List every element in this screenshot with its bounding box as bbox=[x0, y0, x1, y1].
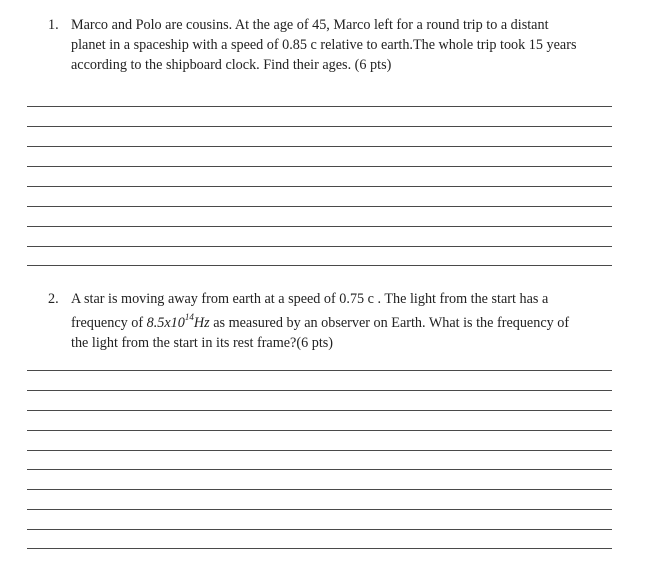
answer-line[interactable] bbox=[27, 469, 612, 470]
question-2-line: A star is moving away from earth at a speed of 0.75 c . The light from the start has a bbox=[71, 291, 549, 307]
frequency-suffix: as measured by an observer on Earth. What is the frequency of bbox=[209, 315, 570, 331]
question-1-text bbox=[71, 15, 614, 75]
answer-line[interactable] bbox=[27, 450, 612, 451]
question-1 bbox=[48, 15, 614, 75]
frequency-exponent: 14 bbox=[184, 312, 194, 323]
question-2-number: 2. bbox=[48, 291, 59, 307]
question-2-line: the light from the start in its rest frame?(6 pts) bbox=[71, 335, 334, 351]
frequency-prefix: frequency of bbox=[71, 315, 147, 331]
question-1-line: Marco and Polo are cousins. At the age of 45, Marco left for a round trip to a distant bbox=[71, 17, 549, 33]
answer-line[interactable] bbox=[27, 126, 612, 127]
answer-line[interactable] bbox=[27, 370, 612, 371]
frequency-unit: Hz bbox=[193, 315, 210, 331]
answer-line[interactable] bbox=[27, 265, 612, 266]
frequency-value bbox=[146, 312, 210, 331]
answer-line[interactable] bbox=[27, 106, 612, 107]
question-1-line: planet in a spaceship with a speed of 0.85 c relative to earth.The whole trip took 15 years bbox=[71, 37, 577, 53]
question-1-line: according to the shipboard clock. Find their ages. (6 pts) bbox=[71, 57, 392, 73]
question-2-text bbox=[71, 289, 614, 353]
answer-line[interactable] bbox=[27, 246, 612, 247]
answer-line[interactable] bbox=[27, 529, 612, 530]
answer-line[interactable] bbox=[27, 548, 612, 549]
answer-line[interactable] bbox=[27, 206, 612, 207]
question-2 bbox=[48, 289, 614, 353]
answer-line[interactable] bbox=[27, 509, 612, 510]
answer-line[interactable] bbox=[27, 166, 612, 167]
answer-line[interactable] bbox=[27, 186, 612, 187]
answer-line[interactable] bbox=[27, 390, 612, 391]
answer-line[interactable] bbox=[27, 410, 612, 411]
answer-line[interactable] bbox=[27, 489, 612, 490]
question-2-line bbox=[71, 313, 614, 333]
answer-line[interactable] bbox=[27, 430, 612, 431]
frequency-base: 8.5x10 bbox=[146, 315, 185, 331]
question-1-number: 1. bbox=[48, 17, 59, 33]
answer-line[interactable] bbox=[27, 226, 612, 227]
answer-line[interactable] bbox=[27, 146, 612, 147]
